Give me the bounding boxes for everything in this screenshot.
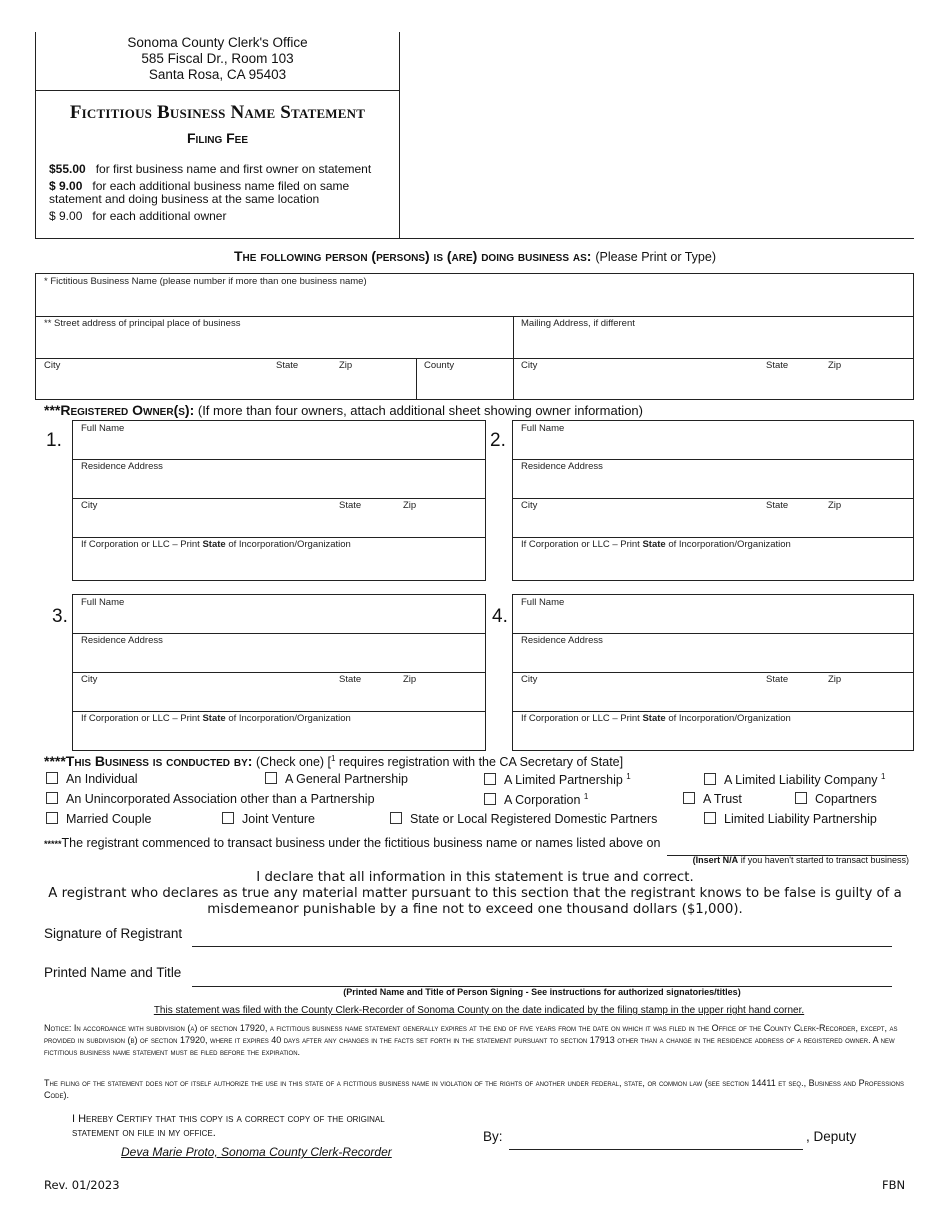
- fee-item: $ 9.00 for each additional business name filed on same statement and doing business at the same location: [49, 179, 350, 206]
- stamp-area-rule: [398, 238, 914, 239]
- option-domestic-partners[interactable]: State or Local Registered Domestic Partners: [390, 812, 657, 826]
- owner-box-4[interactable]: Full Name Residence Address City State Zip If Corporation or LLC – Print State of Incorporation/Organization: [512, 594, 914, 751]
- mailing-address-input[interactable]: [520, 332, 909, 356]
- option-corporation[interactable]: A Corporation $^1$: [484, 792, 588, 807]
- checkbox[interactable]: [222, 812, 234, 824]
- conducted-heading: ****This Business is conducted by: (Check one) [$^1$ requires registration with the CA Secretary of State]: [44, 753, 624, 769]
- printed-name-note: (Printed Name and Title of Person Signing - See instructions for authorized signatories/titles): [343, 987, 741, 997]
- checkbox[interactable]: [390, 812, 402, 824]
- checkbox[interactable]: [704, 773, 716, 785]
- header-box: [35, 32, 400, 239]
- option-limited-partnership[interactable]: A Limited Partnership $^1$: [484, 772, 631, 787]
- deputy-signature-input[interactable]: [510, 1128, 806, 1150]
- mailing-address-label: Mailing Address, if different: [521, 318, 635, 329]
- certify-statement: I Hereby Certify that this copy is a correct copy of the original statement on file in my office.: [72, 1113, 385, 1139]
- checkbox[interactable]: [484, 793, 496, 805]
- business-box: * Fictitious Business Name (please number if more than one business name) ** Street address of principal place of business Mailing Address, if different City State Zip County City State Zip: [35, 273, 914, 400]
- option-individual[interactable]: An Individual: [46, 772, 138, 786]
- county-label: County: [424, 360, 455, 371]
- commenced-statement: *****The registrant commenced to transact business under the fictitious business name or names listed above on: [44, 836, 661, 850]
- owner-number: 1.: [46, 430, 62, 451]
- fee-list: [49, 163, 394, 227]
- signature-input[interactable]: [193, 925, 895, 947]
- street-address-label: ** Street address of principal place of business: [44, 318, 241, 329]
- option-trust[interactable]: A Trust: [683, 792, 742, 806]
- checkbox[interactable]: [265, 772, 277, 784]
- checkbox[interactable]: [683, 792, 695, 804]
- fee-item: $ 9.00 for each additional owner: [49, 209, 227, 223]
- printed-name-label: Printed Name and Title: [44, 965, 182, 980]
- option-llp[interactable]: Limited Liability Partnership: [704, 812, 877, 826]
- option-copartners[interactable]: Copartners: [795, 792, 877, 806]
- checkbox[interactable]: [704, 812, 716, 824]
- clerk-office-address: Sonoma County Clerk's Office 585 Fiscal Dr., Room 103 Santa Rosa, CA 95403: [127, 35, 308, 82]
- deputy-label: , Deputy: [806, 1129, 857, 1144]
- clerk-name: Deva Marie Proto, Sonoma County Clerk-Recorder: [121, 1145, 392, 1159]
- owner-number: 3.: [52, 606, 68, 627]
- option-general-partnership[interactable]: A General Partnership: [265, 772, 408, 786]
- owner-box-3[interactable]: Full Name Residence Address City State Zip If Corporation or LLC – Print State of Incorporation/Organization: [72, 594, 486, 751]
- option-unincorporated-association[interactable]: An Unincorporated Association other than a Partnership: [46, 792, 375, 806]
- form-code: FBN: [882, 1178, 906, 1192]
- fbn-input[interactable]: [45, 290, 909, 314]
- option-married-couple[interactable]: Married Couple: [46, 812, 151, 826]
- checkbox[interactable]: [484, 773, 496, 785]
- form-title: Fictitious Business Name Statement: [69, 102, 366, 123]
- checkbox[interactable]: [46, 772, 58, 784]
- owner-number: 2.: [490, 430, 506, 451]
- declaration: I declare that all information in this statement is true and correct. A registrant who declares as true any material matter pursuant to this section that the registrant knows to be false is guilty of a misdemeanor punishable by a fine not to exceed one thousand dollars ($1,000).: [48, 870, 902, 917]
- option-llc[interactable]: A Limited Liability Company $^1$: [704, 772, 885, 787]
- printed-name-input[interactable]: [193, 964, 895, 987]
- authorization-notice: The filing of the statement does not of itself authorize the use in this state of a fictitious business name in violation of the rights of another under federal, state, or common law (see section 14411 et seq., Business and Professions Code).: [44, 1078, 904, 1100]
- by-label: By:: [483, 1129, 503, 1144]
- checkbox[interactable]: [46, 792, 58, 804]
- commenced-date-input[interactable]: [668, 835, 910, 855]
- signature-label: Signature of Registrant: [44, 926, 183, 941]
- fbn-label: * Fictitious Business Name (please number if more than one business name): [44, 276, 367, 287]
- expiration-notice: Notice: In accordance with subdivision (a) of section 17920, a fictitious business name statement generally expires at the end of five years from the date on which it was filed in the Office of the County Clerk-Recorder, except, as provided in subdivision (b) of section 17920, where it expires 40 days after any changes in the facts set forth in the statement pursuant to section 17913 other than a change in the residence address of a registered owner. A new fictitious business name statement must be filed before the expiration.: [44, 1023, 898, 1057]
- owner-box-2[interactable]: Full Name Residence Address City State Zip If Corporation or LLC – Print State of Incorporation/Organization: [512, 420, 914, 581]
- owner-number: 4.: [492, 606, 508, 627]
- street-address-input[interactable]: [45, 332, 509, 356]
- owners-heading: ***Registered Owner(s): (If more than four owners, attach additional sheet showing owner information): [44, 402, 643, 418]
- fee-item: $55.00 for first business name and first owner on statement: [49, 162, 372, 176]
- commenced-note: (Insert N/A if you haven't started to transact business): [692, 855, 909, 865]
- filed-note: This statement was filed with the County Clerk-Recorder of Sonoma County on the date indicated by the filing stamp in the upper right hand corner.: [153, 1005, 805, 1016]
- revision-date: Rev. 01/2023: [44, 1178, 120, 1192]
- owner-box-1[interactable]: Full Name Residence Address City State Zip If Corporation or LLC – Print State of Incorporation/Organization: [72, 420, 486, 581]
- filing-fee-title: Filing Fee: [187, 130, 248, 146]
- checkbox[interactable]: [46, 812, 58, 824]
- option-joint-venture[interactable]: Joint Venture: [222, 812, 315, 826]
- checkbox[interactable]: [795, 792, 807, 804]
- business-heading: The following person (persons) is (are) doing business as: (Please Print or Type): [233, 248, 716, 264]
